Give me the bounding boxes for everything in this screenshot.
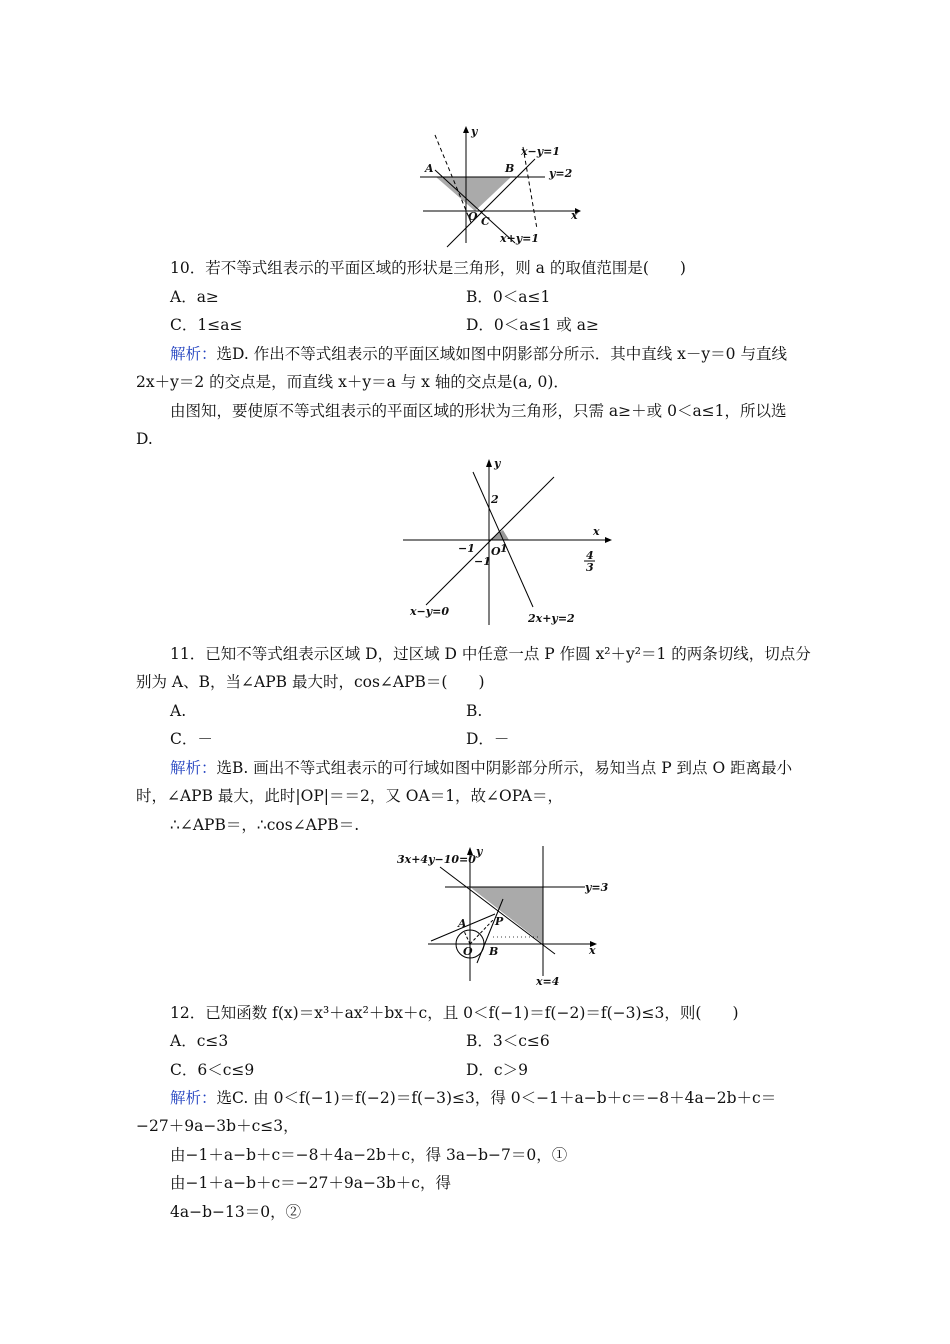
y-axis-arrow: [486, 459, 492, 467]
q12-analysis-text1: 选C. 由 0＜f(−1)＝f(−2)＝f(−3)≤3，得 0＜−1＋a−b＋c＝−8＋4a−2b＋c＝: [216, 1089, 777, 1107]
q10-analysis-line3: 由图知，要使原不等式组表示的平面区域的形状为三角形，只需 a≥＋或 0＜a≤1，所以选: [170, 402, 787, 420]
label-y: y: [471, 125, 478, 138]
label-line1: x−y=1: [521, 145, 561, 158]
q10-option-d: D．0＜a≤1 或 a≥: [466, 316, 599, 334]
figure-region-q10: [415, 125, 590, 250]
label-x4: x=4: [536, 975, 560, 988]
label-line2: y=2: [549, 167, 573, 180]
q10-analysis-line4: D.: [136, 430, 153, 448]
q11-stem-line1: 11．已知不等式组表示区域 D，过区域 D 中任意一点 P 作圆 x²＋y²＝1 的两条切线，切点分: [170, 645, 811, 663]
label-line3: x+y=1: [500, 232, 540, 245]
label-A: A: [425, 162, 434, 175]
q12-option-d: D．c＞9: [466, 1061, 528, 1079]
q11-stem-line2: 别为 A、B，当∠APB 最大时，cos∠APB＝( ): [136, 673, 485, 691]
q11-analysis-line1: [170, 758, 792, 778]
q12-analysis-line2: −27＋9a−3b＋c≤3，: [136, 1117, 299, 1135]
q11-analysis-text1: 选B. 画出不等式组表示的可行域如图中阴影部分所示，易知当点 P 到点 O 距离最小: [216, 759, 793, 777]
label-minus1-y: −1: [474, 555, 491, 568]
q12-stem: 12．已知函数 f(x)＝x³＋ax²＋bx＋c，且 0＜f(−1)＝f(−2)＝f(−3)≤3，则( ): [170, 1004, 739, 1022]
label-O: O: [491, 545, 501, 558]
label-line-a: x−y=0: [410, 605, 450, 618]
label-y: y: [476, 845, 483, 858]
q12-analysis-line5: 4a−b−13＝0，②: [170, 1203, 302, 1221]
label-A: A: [458, 917, 467, 930]
q12-analysis-line4: 由−1＋a−b＋c＝−27＋9a−3b＋c，得: [170, 1174, 451, 1192]
x-axis-arrow: [605, 537, 612, 543]
figure-region-q11: [395, 843, 610, 988]
label-B: B: [489, 945, 499, 958]
label-B: B: [505, 162, 515, 175]
q11-analysis-line2: 时，∠APB 最大，此时|OP|＝＝2，又 OA＝1，故∠OPA＝，: [136, 787, 563, 805]
label-frac-den: 3: [586, 561, 594, 574]
q12-analysis-line3: 由−1＋a−b＋c＝−8＋4a−2b＋c，得 3a−b−7＝0，①: [170, 1146, 568, 1164]
label-frac-num: 4: [586, 549, 594, 562]
q12-option-c: C．6＜c≤9: [170, 1061, 255, 1079]
q11-option-d: D．－: [466, 730, 510, 748]
label-y: y: [494, 457, 501, 470]
label-line-b: 2x+y=2: [528, 612, 575, 625]
analysis-label: 解析：: [170, 1089, 217, 1107]
label-C: C: [481, 215, 490, 228]
q10-option-c: C．1≤a≤: [170, 316, 243, 334]
q10-analysis-line1: [170, 344, 787, 364]
q12-analysis-line1: [170, 1088, 776, 1108]
q12-option-a: A．c≤3: [170, 1032, 229, 1050]
q11-option-a: A.: [170, 702, 187, 720]
q10-analysis-text1: 选D. 作出不等式组表示的平面区域如图中阴影部分所示．其中直线 x－y＝0 与直线: [216, 345, 787, 363]
q11-option-b: B.: [466, 702, 483, 720]
figure-region-q10-analysis: [400, 455, 620, 630]
q10-option-a: A．a≥: [170, 288, 219, 306]
label-x: x: [589, 944, 596, 957]
q10-option-b: B．0＜a≤1: [466, 288, 551, 306]
y-axis-arrow: [463, 126, 469, 133]
label-line-eq: 3x+4y−10=0: [397, 853, 476, 866]
label-minus1-x: −1: [458, 542, 475, 555]
q10-stem: 10．若不等式组表示的平面区域的形状是三角形，则 a 的取值范围是( ): [170, 259, 686, 277]
q10-analysis-line2: 2x＋y＝2 的交点是，而直线 x＋y＝a 与 x 轴的交点是(a, 0)．: [136, 373, 569, 391]
label-x: x: [571, 209, 578, 222]
q12-option-b: B．3＜c≤6: [466, 1032, 550, 1050]
label-O: O: [468, 210, 478, 223]
q11-analysis-line3: ∴∠APB＝，∴cos∠APB＝.: [170, 816, 360, 834]
label-2: 2: [491, 493, 499, 506]
line-x-minus-y: [426, 477, 554, 605]
analysis-label: 解析：: [170, 345, 217, 363]
label-O: O: [463, 945, 473, 958]
analysis-label: 解析：: [170, 759, 217, 777]
segment-OA: [464, 931, 470, 944]
label-y3: y=3: [585, 881, 609, 894]
label-1: 1: [500, 542, 508, 555]
q11-option-c: C．－: [170, 730, 213, 748]
label-x: x: [593, 525, 600, 538]
label-P: P: [495, 915, 504, 928]
